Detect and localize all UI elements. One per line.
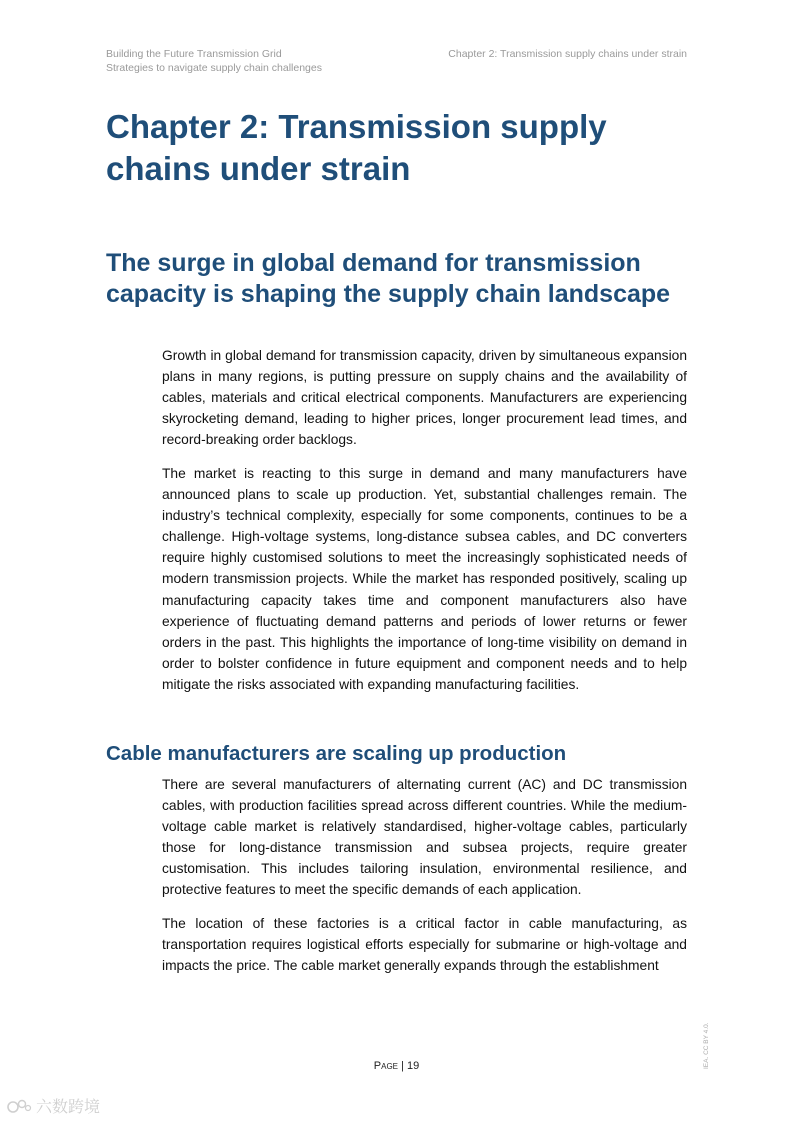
page-separator: | bbox=[401, 1060, 404, 1072]
page-label: Page bbox=[373, 1060, 398, 1072]
running-header-left bbox=[106, 47, 322, 75]
section-heading-cable-manufacturers: Cable manufacturers are scaling up production bbox=[106, 742, 567, 765]
header-report-title: Building the Future Transmission Grid bbox=[106, 48, 282, 60]
header-report-subtitle: Strategies to navigate supply chain challenges bbox=[106, 62, 322, 74]
body-paragraph: The market is reacting to this surge in demand and many manufacturers have announced plans to scale up production. Yet, substantial challenges remain. The industry’s technical complexity, especially for some components, continues to be a challenge. High-voltage systems, long-distance subsea cables, and DC converters require highly customised solutions to meet the increasingly sophisticated needs of modern transmission projects. While the market has responded positively, scaling up manufacturing capacity takes time and component manufacturers also have experience of fluctuating demand patterns and periods of lower returns or fewer orders in the past. This highlights the importance of long-time visibility on demand in order to bolster confidence in future equipment and component needs and to help mitigate the risks associated with expanding manufacturing facilities. bbox=[162, 466, 687, 692]
body-paragraph: Growth in global demand for transmission capacity, driven by simultaneous expansion plans in many regions, is putting pressure on supply chains and the availability of cables, materials and critical electrical components. Manufacturers are experiencing skyrocketing demand, leading to higher prices, longer procurement lead times, and record-breaking order backlogs. bbox=[162, 348, 687, 448]
chapter-title: Chapter 2: Transmission supply chains under strain bbox=[106, 108, 607, 187]
page-footer bbox=[0, 1060, 793, 1072]
watermark-text: 六数跨境 bbox=[36, 1099, 101, 1116]
running-header-right: Chapter 2: Transmission supply chains under strain bbox=[448, 48, 687, 60]
watermark bbox=[6, 1094, 100, 1117]
section-heading-demand: The surge in global demand for transmission capacity is shaping the supply chain landscape bbox=[106, 249, 671, 308]
watermark-logo-icon bbox=[6, 1098, 32, 1114]
license-note: IEA. CC BY 4.0. bbox=[703, 1022, 710, 1069]
body-paragraph: There are several manufacturers of alternating current (AC) and DC transmission cables, with production facilities spread across different countries. While the medium-voltage cable market is relatively standardised, higher-voltage cables, particularly those for long-distance transmission and subsea projects, require greater customisation. This includes tailoring insulation, environmental resilience, and protective features to meet the specific demands of each application. bbox=[162, 777, 687, 898]
body-paragraph: The location of these factories is a critical factor in cable manufacturing, as transportation requires logistical efforts especially for submarine or high-voltage and impacts the price. The cable market generally expands through the establishment bbox=[162, 916, 687, 974]
page-number: 19 bbox=[406, 1060, 420, 1072]
